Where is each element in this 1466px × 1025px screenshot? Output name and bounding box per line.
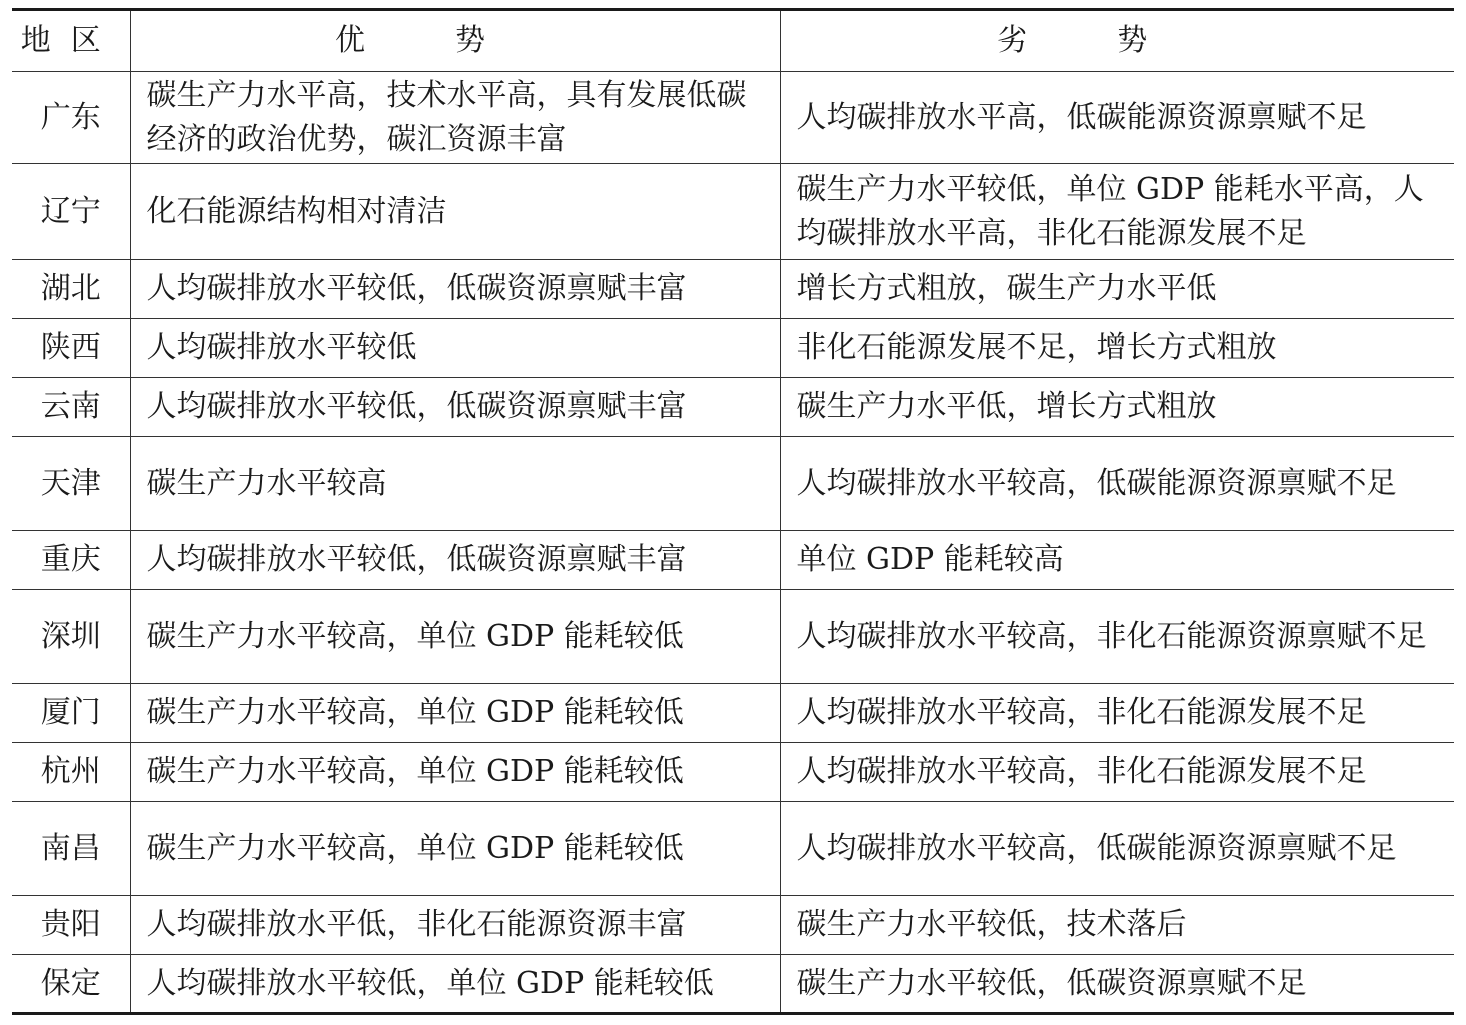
disadvantage-cell: 碳生产力水平较低，单位 GDP 能耗水平高，人均碳排放水平高，非化石能源发展不足 [780, 164, 1454, 260]
region-cell: 深圳 [12, 590, 130, 684]
disadvantage-cell: 非化石能源发展不足，增长方式粗放 [780, 319, 1454, 378]
table-row [12, 260, 1454, 319]
disadvantage-cell: 碳生产力水平较低，低碳资源禀赋不足 [780, 955, 1454, 1014]
region-cell: 云南 [12, 378, 130, 437]
disadvantage-cell: 人均碳排放水平较高，非化石能源发展不足 [780, 743, 1454, 802]
table-row [12, 743, 1454, 802]
advantage-cell: 人均碳排放水平低，非化石能源资源丰富 [130, 896, 780, 955]
table-row [12, 437, 1454, 531]
advantage-cell: 人均碳排放水平较低，低碳资源禀赋丰富 [130, 378, 780, 437]
region-cell: 重庆 [12, 531, 130, 590]
advantage-cell: 碳生产力水平较高，单位 GDP 能耗较低 [130, 590, 780, 684]
region-cell: 湖北 [12, 260, 130, 319]
advantage-cell: 化石能源结构相对清洁 [130, 164, 780, 260]
region-cell: 辽宁 [12, 164, 130, 260]
header-advantage: 优势 [130, 10, 780, 72]
advantage-cell: 碳生产力水平较高 [130, 437, 780, 531]
table-row [12, 955, 1454, 1014]
table-row [12, 590, 1454, 684]
table-row [12, 802, 1454, 896]
table-row [12, 896, 1454, 955]
disadvantage-cell: 碳生产力水平低，增长方式粗放 [780, 378, 1454, 437]
advantage-cell: 人均碳排放水平较低 [130, 319, 780, 378]
comparison-table-wrapper [12, 8, 1454, 1015]
advantage-cell: 碳生产力水平较高，单位 GDP 能耗较低 [130, 802, 780, 896]
disadvantage-cell: 单位 GDP 能耗较高 [780, 531, 1454, 590]
region-advantage-table [12, 8, 1454, 1015]
header-disadvantage: 劣势 [780, 10, 1454, 72]
table-header-row [12, 10, 1454, 72]
region-cell: 贵阳 [12, 896, 130, 955]
disadvantage-cell: 人均碳排放水平较高，非化石能源资源禀赋不足 [780, 590, 1454, 684]
region-cell: 杭州 [12, 743, 130, 802]
advantage-cell: 碳生产力水平较高，单位 GDP 能耗较低 [130, 743, 780, 802]
table-row [12, 164, 1454, 260]
region-cell: 陕西 [12, 319, 130, 378]
table-row [12, 684, 1454, 743]
region-cell: 南昌 [12, 802, 130, 896]
disadvantage-cell: 碳生产力水平较低，技术落后 [780, 896, 1454, 955]
region-cell: 天津 [12, 437, 130, 531]
region-cell: 厦门 [12, 684, 130, 743]
advantage-cell: 碳生产力水平较高，单位 GDP 能耗较低 [130, 684, 780, 743]
table-row [12, 319, 1454, 378]
advantage-cell: 碳生产力水平高，技术水平高，具有发展低碳经济的政治优势，碳汇资源丰富 [130, 72, 780, 164]
table-row [12, 531, 1454, 590]
header-region: 地区 [12, 10, 130, 72]
table-row [12, 378, 1454, 437]
disadvantage-cell: 增长方式粗放，碳生产力水平低 [780, 260, 1454, 319]
advantage-cell: 人均碳排放水平较低，单位 GDP 能耗较低 [130, 955, 780, 1014]
disadvantage-cell: 人均碳排放水平较高，低碳能源资源禀赋不足 [780, 437, 1454, 531]
advantage-cell: 人均碳排放水平较低，低碳资源禀赋丰富 [130, 260, 780, 319]
table-row [12, 72, 1454, 164]
region-cell: 广东 [12, 72, 130, 164]
region-cell: 保定 [12, 955, 130, 1014]
advantage-cell: 人均碳排放水平较低，低碳资源禀赋丰富 [130, 531, 780, 590]
disadvantage-cell: 人均碳排放水平较高，非化石能源发展不足 [780, 684, 1454, 743]
disadvantage-cell: 人均碳排放水平较高，低碳能源资源禀赋不足 [780, 802, 1454, 896]
disadvantage-cell: 人均碳排放水平高，低碳能源资源禀赋不足 [780, 72, 1454, 164]
